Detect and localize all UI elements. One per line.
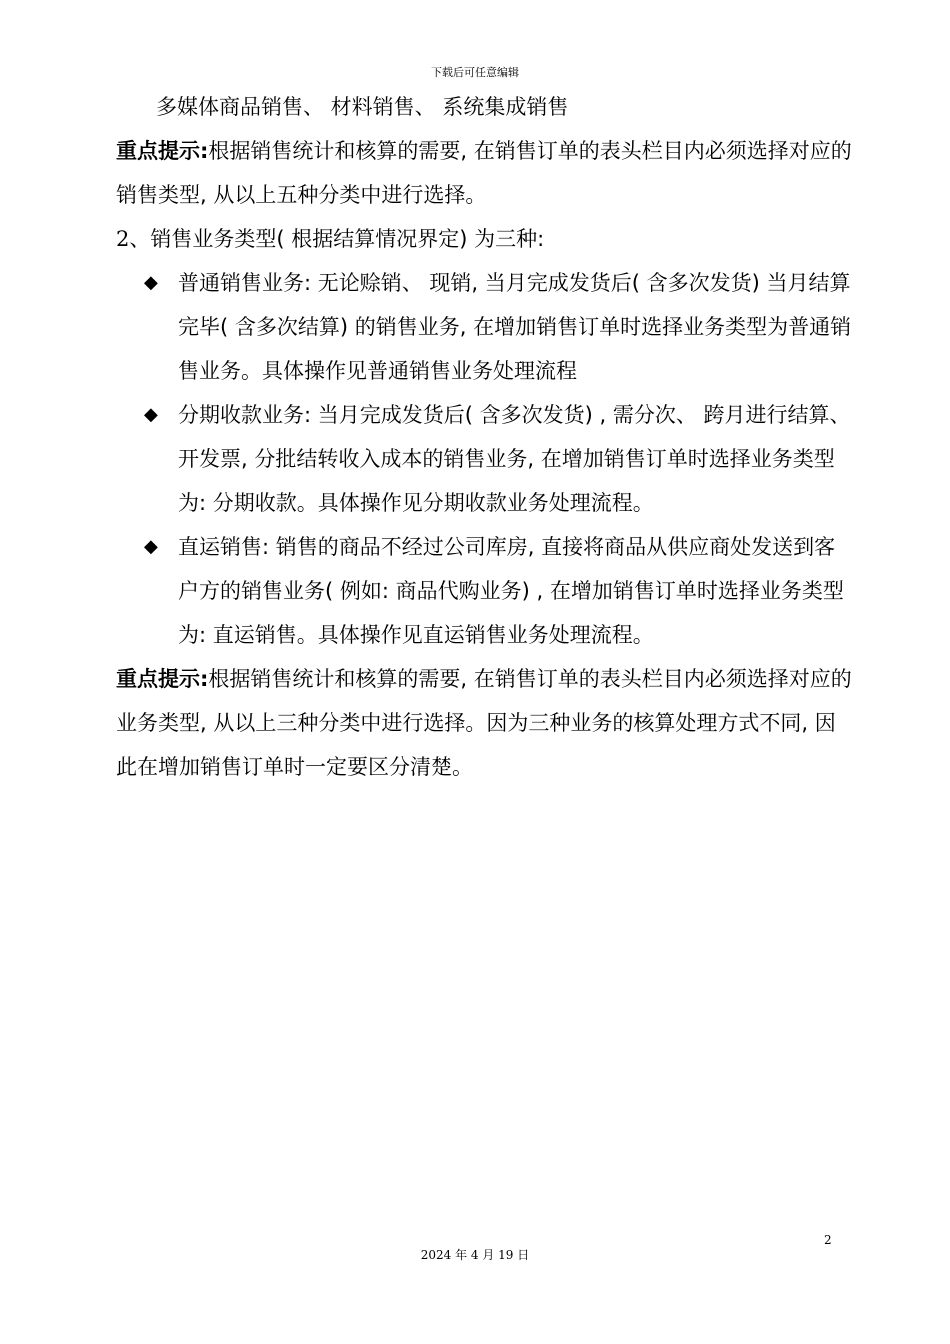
list-item (116, 261, 856, 393)
section-number: 2、 (116, 227, 151, 251)
list-item-text: 普通销售业务: 无论赊销、 现销, 当月完成发货后( 含多次发货) 当月结算完毕( 含多次结算) 的销售业务, 在增加销售订单时选择业务类型为普通销售业务。具体操作见普通销售业务处理流程 (178, 271, 852, 383)
list-item-text: 分期收款业务: 当月完成发货后( 含多次发货) , 需分次、 跨月进行结算、 开发票, 分批结转收入成本的销售业务, 在增加销售订单时选择业务类型为: 分期收款。具体操作见分期收款业务处理流程。 (178, 403, 851, 515)
key-tip-paragraph-2 (116, 657, 856, 789)
section-heading-text: 销售业务类型( 根据结算情况界定) 为三种: (150, 227, 545, 251)
list-item-text: 直运销售: 销售的商品不经过公司库房, 直接将商品从供应商处发送到客户方的销售业务( 例如: 商品代购业务) , 在增加销售订单时选择业务类型为: 直运销售。具体操作见直运销售业务处理流程。 (178, 535, 844, 647)
list-item (116, 393, 856, 525)
document-body (116, 85, 856, 789)
section-heading-2 (116, 217, 856, 261)
key-tip-text: 根据销售统计和核算的需要, 在销售订单的表头栏目内必须选择对应的销售类型, 从以上五种分类中进行选择。 (116, 139, 852, 207)
key-tip-label: 重点提示: (116, 139, 209, 163)
key-tip-text: 根据销售统计和核算的需要, 在销售订单的表头栏目内必须选择对应的业务类型, 从以上三种分类中进行选择。因为三种业务的核算处理方式不同, 因此在增加销售订单时一定要区分清楚。 (116, 667, 852, 779)
header-note: 下载后可任意编辑 (431, 66, 519, 79)
footer-date: 2024 年 4 月 19 日 (420, 1248, 530, 1262)
key-tip-label: 重点提示: (116, 667, 209, 691)
key-tip-paragraph-1 (116, 129, 856, 217)
diamond-bullet-icon: ◆ (144, 404, 158, 425)
intro-line: 多媒体商品销售、 材料销售、 系统集成销售 (156, 95, 569, 119)
list-item (116, 525, 856, 657)
page-number: 2 (824, 1233, 832, 1247)
diamond-bullet-icon: ◆ (144, 536, 158, 557)
diamond-bullet-icon: ◆ (144, 272, 158, 293)
